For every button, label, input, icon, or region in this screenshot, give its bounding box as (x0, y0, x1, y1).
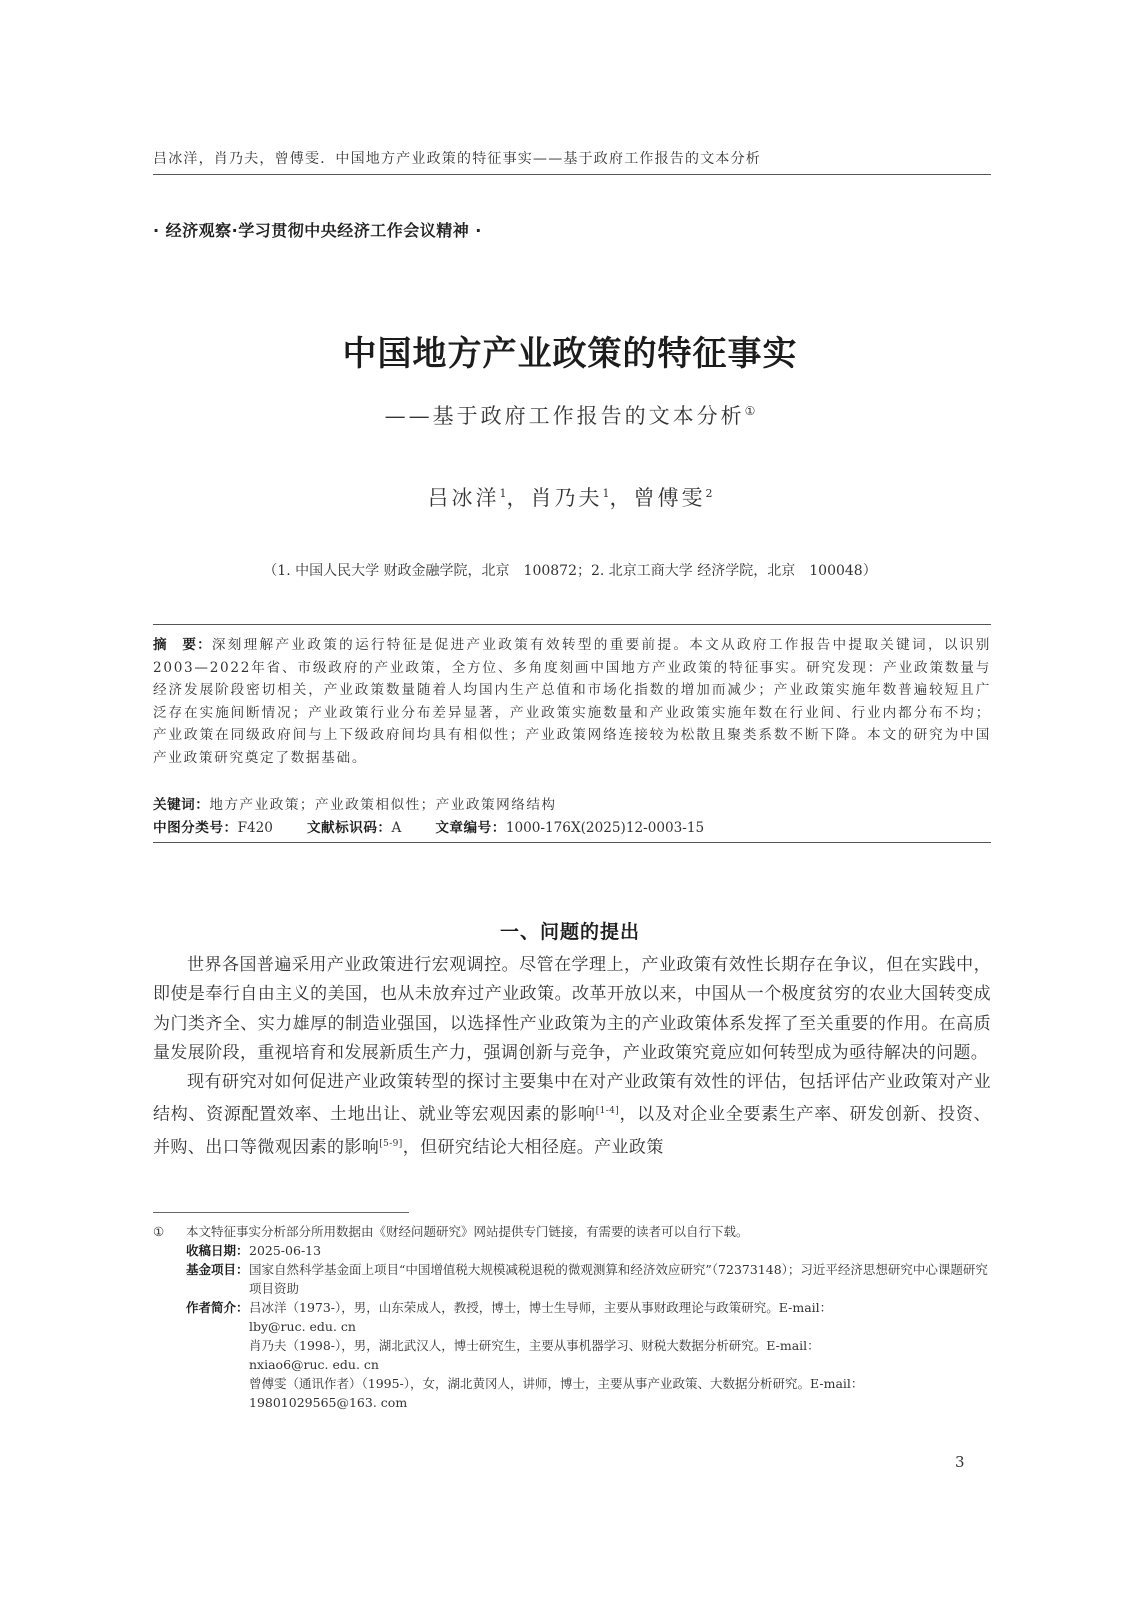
abstract-text: 深刻理解产业政策的运行特征是促进产业政策有效转型的重要前提。本文从政府工作报告中提取关键词，以识别2003—2022年省、市级政府的产业政策，全方位、多角度刻画中国地方产业政策的特征事实。研究发现：产业政策数量与经济发展阶段密切相关，产业政策数量随着人均国内生产总值和市场化指数的增加而减少；产业政策实施年数普遍较短且广泛存在实施间断情况；产业政策行业分布差异显著，产业政策实施数量和产业政策实施年数在行业间、行业内都分布不均；产业政策在同级政府间与上下级政府间均具有相似性；产业政策网络连接较为松散且聚类系数不断下降。本文的研究为中国产业政策研究奠定了数据基础。 (153, 637, 992, 766)
article-number-label: 文章编号： (435, 820, 506, 836)
bio-label: 作者简介： (186, 1300, 249, 1315)
keywords (153, 793, 557, 813)
keywords-text: 地方产业政策；产业政策相似性；产业政策网络结构 (209, 797, 557, 813)
keywords-label: 关键词： (153, 797, 210, 813)
citation[interactable]: [5-9] (379, 1139, 403, 1150)
bio-text: 肖乃夫（1998-），男，湖北武汉人，博士研究生，主要从事机器学习、财税大数据分析研究。E-mail： (249, 1338, 820, 1353)
author-affil-mark: 2 (705, 487, 713, 500)
bio-email[interactable]: lby@ruc. edu. cn (249, 1319, 356, 1334)
paper-title: 中国地方产业政策的特征事实 (342, 334, 798, 374)
footnote-divider (153, 1212, 409, 1213)
author-bio (249, 1298, 993, 1336)
author-bio (249, 1336, 993, 1374)
received-date (153, 1241, 993, 1260)
subtitle-footnote-mark: ① (744, 404, 756, 418)
paragraph-text: 现有研究对如何促进产业政策转型的探讨主要集中在对产业政策有效性的评估，包括评估产业政策对产业结构、资源配置效率、土地出让、就业等宏观因素的影响 (153, 1072, 991, 1126)
bio-text: 曾傅雯（通讯作者）（1995-），女，湖北黄冈人，讲师，博士，主要从事产业政策、大数据分析研究。E-mail： (249, 1376, 864, 1391)
fund-info (153, 1260, 993, 1298)
body-text (153, 951, 991, 1163)
abstract-top-rule (153, 624, 991, 625)
doc-code-label: 文献标识码： (306, 820, 392, 836)
page-number: 3 (955, 1453, 965, 1471)
article-number-value: 1000-176X(2025)12-0003-15 (505, 820, 705, 836)
received-value: 2025-06-13 (249, 1243, 322, 1258)
clc-value: F420 (237, 820, 273, 836)
affiliations: （1. 中国人民大学 财政金融学院，北京 100872；2. 北京工商大学 经济学院，北京 100048） (263, 563, 877, 579)
footnote-text: 本文特征事实分析部分所用数据由《财经问题研究》网站提供专门链接，有需要的读者可以自行下载。 (186, 1224, 749, 1239)
abstract-bottom-rule (153, 842, 991, 843)
bio-text: 吕冰洋（1973-），男，山东荣成人，教授，博士，博士生导师，主要从事财政理论与政策研究。E-mail： (249, 1300, 833, 1315)
paragraph-text: ，以及对企业全要素生产率、研发创新、投资、并购、出口等微观因素的影响 (153, 1105, 991, 1159)
paragraph-text: ，但研究结论大相径庭。产业政策 (402, 1138, 664, 1159)
doc-code-value: A (391, 820, 402, 836)
footnote-item (153, 1222, 993, 1241)
author-name: 吕冰洋 (427, 486, 500, 510)
author-bios (153, 1298, 993, 1412)
header-divider (153, 174, 991, 175)
author-affil-mark: 1 (499, 487, 507, 500)
received-label: 收稿日期： (186, 1243, 249, 1258)
citation[interactable]: [1-4] (595, 1106, 620, 1117)
author-separator: ， (609, 486, 634, 510)
author-list (0, 482, 1140, 512)
author-affil-mark: 1 (602, 487, 610, 500)
fund-label: 基金项目： (186, 1262, 249, 1277)
paper-subtitle (0, 400, 1140, 430)
bio-email[interactable]: 19801029565@163. com (249, 1395, 408, 1410)
author-bio (249, 1374, 993, 1412)
column-label: · 经济观察·学习贯彻中央经济工作会议精神 · (153, 221, 482, 240)
footnote-mark: ① (153, 1224, 165, 1239)
section-heading: 一、问题的提出 (499, 921, 640, 943)
article-meta (153, 816, 704, 836)
author-name: 曾傅雯 (633, 486, 706, 510)
bio-email[interactable]: nxiao6@ruc. edu. cn (249, 1357, 379, 1372)
footnotes (153, 1222, 993, 1412)
abstract-label: 摘 要： (153, 637, 212, 653)
clc-label: 中图分类号： (153, 820, 238, 836)
running-head: 吕冰洋，肖乃夫，曾傅雯．中国地方产业政策的特征事实——基于政府工作报告的文本分析 (153, 151, 761, 167)
fund-value: 国家自然科学基金面上项目“中国增值税大规模减税退税的微观测算和经济效应研究”（72373148）；习近平经济思想研究中心课题研究项目资助 (249, 1262, 988, 1296)
paragraph: 世界各国普遍采用产业政策进行宏观调控。尽管在学理上，产业政策有效性长期存在争议，但在实践中，即使是奉行自由主义的美国，也从未放弃过产业政策。改革开放以来，中国从一个极度贫穷的农业大国转变成为门类齐全、实力雄厚的制造业强国，以选择性产业政策为主的产业政策体系发挥了至关重要的作用。在高质量发展阶段，重视培育和发展新质生产力，强调创新与竞争，产业政策究竟应如何转型成为亟待解决的问题。 (153, 955, 991, 1063)
author-separator: ， (506, 486, 531, 510)
paragraph (153, 1068, 991, 1163)
abstract (153, 634, 991, 769)
author-name: 肖乃夫 (530, 486, 603, 510)
subtitle-text: ——基于政府工作报告的文本分析 (384, 404, 745, 428)
